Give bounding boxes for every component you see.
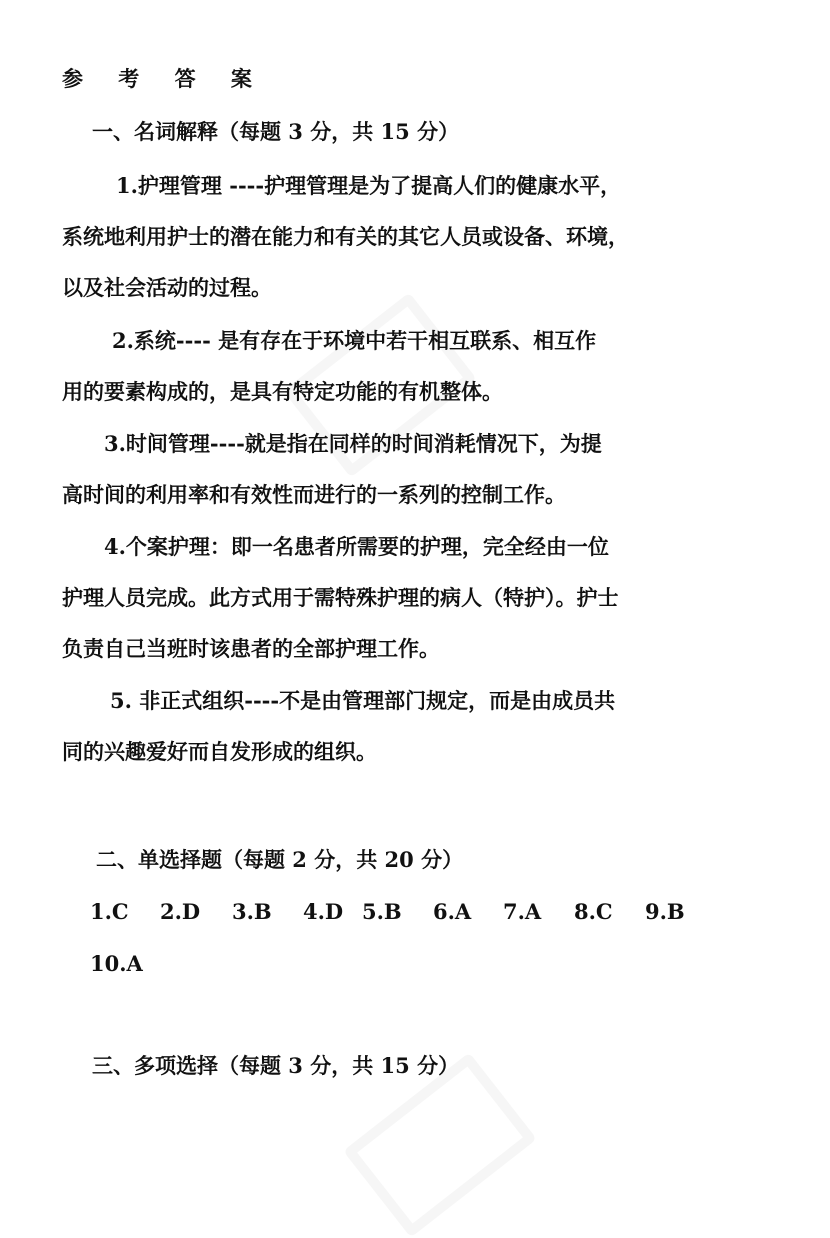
term-4-line-2: 护理人员完成。此方式用于需特殊护理的病人（特护）。护士	[62, 585, 619, 610]
answer-5: 5.B	[362, 899, 402, 924]
answer-9: 9.B	[645, 899, 685, 924]
term-5-line-1: 5. 非正式组织----不是由管理部门规定，而是由成员共	[110, 688, 616, 713]
section3-heading: 三、多项选择（每题 3 分，共 15 分）	[92, 1053, 460, 1078]
answer-4: 4.D	[303, 899, 344, 924]
answer-3: 3.B	[232, 899, 272, 924]
answer-8: 8.C	[574, 899, 613, 924]
page-title: 参 考 答 案	[62, 66, 266, 91]
term-4-line-1: 4.个案护理：即一名患者所需要的护理，完全经由一位	[104, 534, 609, 559]
term-2-line-2: 用的要素构成的，是具有特定功能的有机整体。	[62, 379, 503, 404]
term-3-line-1: 3.时间管理----就是指在同样的时间消耗情况下，为提	[104, 431, 602, 456]
answer-10: 10.A	[90, 951, 143, 976]
term-1-line-1: 1.护理管理 ----护理管理是为了提高人们的健康水平，	[116, 173, 622, 198]
term-1-line-2: 系统地利用护士的潜在能力和有关的其它人员或设备、环境，	[62, 224, 629, 249]
term-2-line-1: 2.系统---- 是有存在于环境中若干相互联系、相互作	[112, 328, 597, 353]
section2-heading: 二、单选择题（每题 2 分，共 20 分）	[96, 847, 464, 872]
term-1-line-3: 以及社会活动的过程。	[62, 275, 272, 300]
answer-1: 1.C	[90, 899, 129, 924]
answer-6: 6.A	[433, 899, 472, 924]
watermark-shape	[343, 1052, 537, 1237]
answer-2: 2.D	[160, 899, 201, 924]
term-4-line-3: 负责自己当班时该患者的全部护理工作。	[62, 636, 440, 661]
term-3-line-2: 高时间的利用率和有效性而进行的一系列的控制工作。	[62, 482, 566, 507]
section1-heading: 一、名词解释（每题 3 分，共 15 分）	[92, 119, 460, 144]
answer-7: 7.A	[503, 899, 542, 924]
term-5-line-2: 同的兴趣爱好而自发形成的组织。	[62, 739, 377, 764]
